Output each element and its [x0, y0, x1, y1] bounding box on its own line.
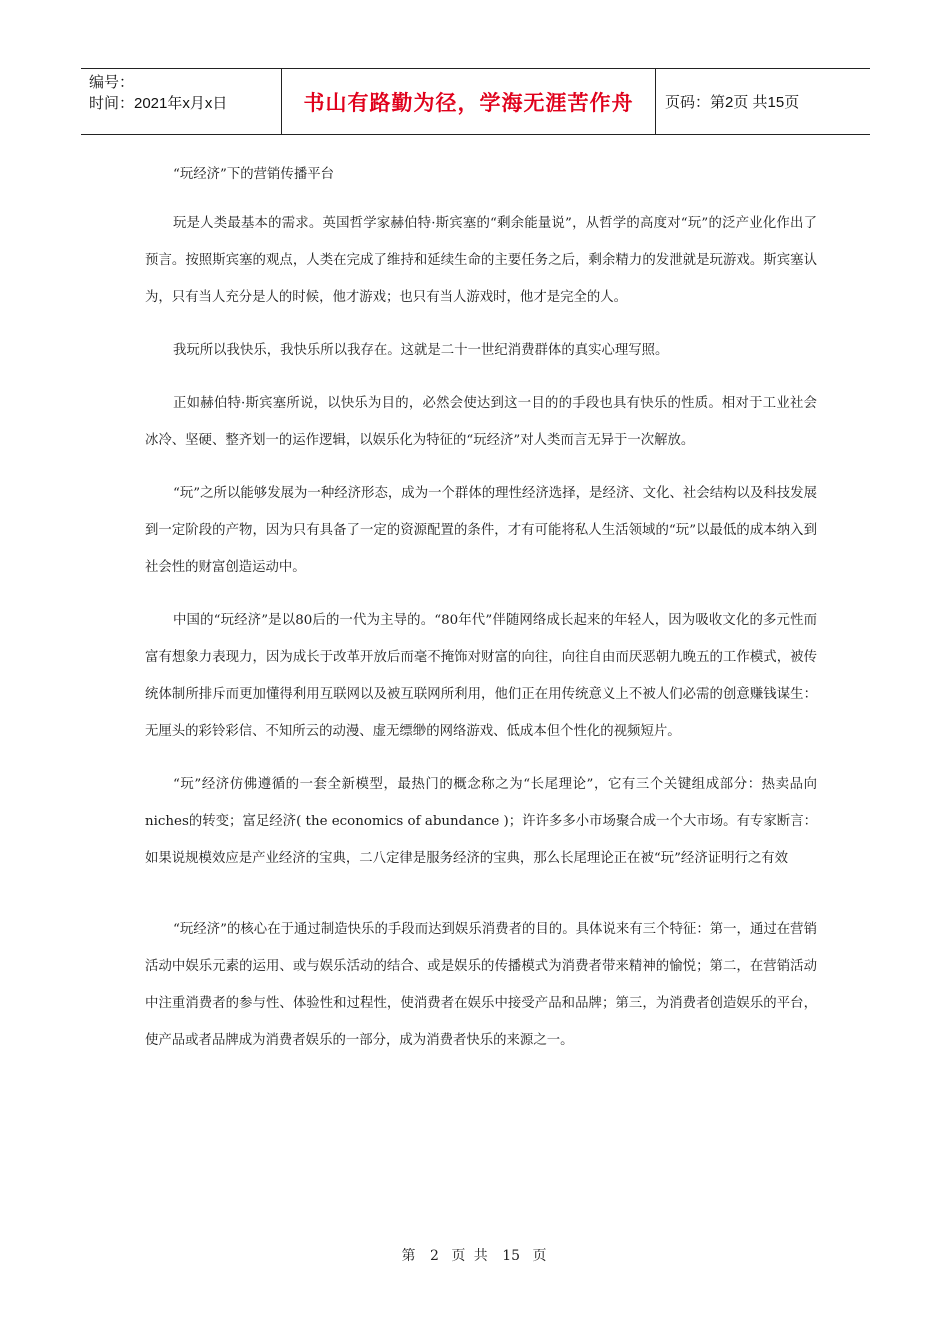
header-motto-cell	[282, 69, 656, 134]
document-title: “玩经济”下的营销传播平台	[173, 167, 334, 182]
footer-page-number: 2	[429, 1248, 439, 1264]
code-label: 编号：	[89, 74, 135, 91]
paragraph-3: 正如赫伯特·斯宾塞所说，以快乐为目的，必然会使达到这一目的的手段也具有快乐的性质。相对于工业社会冰冷、坚硬、整齐划一的运作逻辑，以娱乐化为特征的“玩经济”对人类而言无异于一次解放。	[145, 396, 817, 448]
paragraph-2: 我玩所以我快乐，我快乐所以我存在。这就是二十一世纪消费群体的真实心理写照。	[173, 343, 669, 358]
date-label: 时间：2021年x月x日	[89, 95, 228, 112]
footer-middle: 页 共	[451, 1248, 490, 1264]
footer-suffix: 页	[532, 1248, 549, 1264]
footer-total-pages: 15	[502, 1248, 521, 1264]
page-header	[81, 68, 870, 135]
paragraph-1: 玩是人类最基本的需求。英国哲学家赫伯特·斯宾塞的“剩余能量说”，从哲学的高度对“玩”的泛产业化作出了预言。按照斯宾塞的观点，人类在完成了维持和延续生命的主要任务之后，剩余精力的发泄就是玩游戏。斯宾塞认为，只有当人充分是人的时候，他才游戏；也只有当人游戏时，他才是完全的人。	[145, 216, 817, 305]
paragraph-7: “玩经济”的核心在于通过制造快乐的手段而达到娱乐消费者的目的。具体说来有三个特征：第一，通过在营销活动中娱乐元素的运用、或与娱乐活动的结合、或是娱乐的传播模式为消费者带来精神的愉悦；第二，在营销活动中注重消费者的参与性、体验性和过程性，使消费者在娱乐中接受产品和品牌；第三，为消费者创造娱乐的平台，使产品或者品牌成为消费者娱乐的一部分，成为消费者快乐的来源之一。	[145, 922, 817, 1048]
header-page-cell	[656, 69, 870, 134]
paragraph-5: 中国的“玩经济”是以80后的一代为主导的。“80年代”伴随网络成长起来的年轻人，因为吸收文化的多元性而富有想象力表现力，因为成长于改革开放后而毫不掩饰对财富的向往，向往自由而厌恶朝九晚五的工作模式，被传统体制所排斥而更加懂得利用互联网以及被互联网所利用，他们正在用传统意义上不被人们必需的创意赚钱谋生：无厘头的彩铃彩信、不知所云的动漫、虚无缥缈的网络游戏、低成本但个性化的视频短片。	[145, 613, 817, 739]
paragraph-6: “玩”经济仿佛遵循的一套全新模型，最热门的概念称之为“长尾理论”，它有三个关键组成部分：热卖品向niches的转变；富足经济( the economics of abundance )；许许多多小市场聚合成一个大市场。有专家断言：如果说规模效应是产业经济的宝典，二八定律是服务经济的宝典，那么长尾理论正在被“玩”经济证明行之有效	[145, 777, 817, 866]
motto: 书山有路勤为径，学海无涯苦作舟	[303, 90, 634, 115]
page-footer	[0, 1245, 950, 1265]
paragraph-4: “玩”之所以能够发展为一种经济形态，成为一个群体的理性经济选择，是经济、文化、社会结构以及科技发展到一定阶段的产物，因为只有具备了一定的资源配置的条件，才有可能将私人生活领域的“玩”以最低的成本纳入到社会性的财富创造运动中。	[145, 486, 817, 575]
page-label: 页码：第2页 共15页	[665, 94, 800, 111]
footer-prefix: 第	[401, 1248, 418, 1264]
header-meta	[81, 69, 282, 134]
document-body	[145, 156, 817, 1059]
